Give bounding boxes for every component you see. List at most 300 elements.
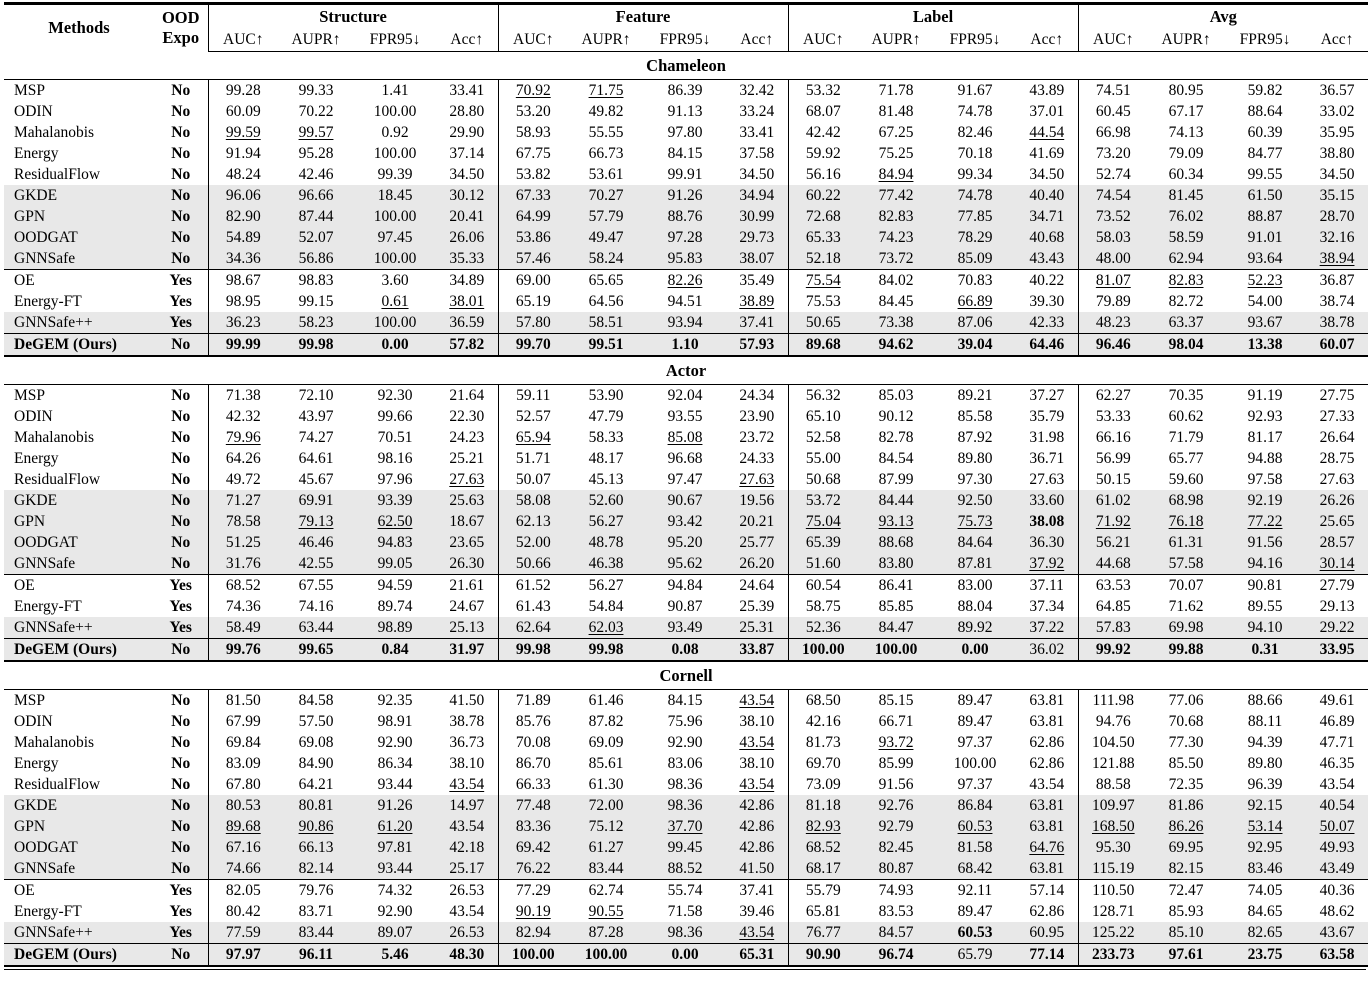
value-cell: 75.53: [788, 291, 858, 312]
table-row: [4, 837, 1368, 858]
value-cell: 69.98: [1148, 617, 1224, 639]
value-cell: 68.52: [208, 575, 278, 597]
value-cell: 42.86: [726, 795, 788, 816]
method-cell: Energy-FT: [14, 598, 82, 615]
value-cell: 24.34: [739, 387, 775, 404]
value-cell: 42.42: [788, 122, 858, 143]
value-cell: 36.23: [208, 312, 278, 334]
value-cell: 85.93: [1168, 903, 1204, 920]
value-cell: 70.27: [568, 185, 644, 206]
value-cell: 99.99: [208, 334, 278, 357]
value-cell: 95.62: [644, 553, 726, 575]
value-cell: 37.41: [739, 882, 775, 899]
value-cell: 81.18: [788, 795, 858, 816]
value-cell: 68.17: [788, 858, 858, 880]
method-cell: MSP: [14, 82, 46, 99]
value-cell: 74.78: [957, 103, 993, 120]
value-cell: 100.00: [953, 755, 997, 772]
value-cell: 86.84: [934, 795, 1016, 816]
value-cell: 88.87: [1224, 206, 1306, 227]
value-cell: 25.13: [436, 617, 498, 639]
method-cell: ODIN: [14, 713, 53, 730]
column-header-ood-expo: [154, 4, 208, 52]
ood-expo-cell: No: [154, 511, 208, 532]
table-row: [4, 291, 1368, 312]
table-row: [4, 511, 1368, 532]
value-cell: 58.75: [788, 596, 858, 617]
value-cell: 88.11: [1247, 713, 1283, 730]
value-cell: 84.45: [878, 293, 914, 310]
value-cell: 56.99: [1078, 448, 1148, 469]
value-cell: 91.19: [1247, 387, 1283, 404]
value-cell: 43.54: [449, 903, 485, 920]
method-cell: Energy: [14, 145, 59, 162]
value-cell: 128.71: [1078, 901, 1148, 922]
value-cell: 60.39: [1247, 124, 1283, 141]
value-cell: 92.90: [377, 734, 413, 751]
method-cell: DeGEM (Ours): [4, 639, 154, 662]
method-cell: GNNSafe++: [4, 617, 154, 639]
value-cell: 74.78: [934, 185, 1016, 206]
value-cell: 91.01: [1224, 227, 1306, 248]
value-cell: 97.61: [1148, 944, 1224, 967]
value-cell: 104.50: [1078, 732, 1148, 753]
value-cell: 77.14: [1016, 944, 1078, 967]
value-cell: 71.62: [1168, 598, 1204, 615]
value-cell: 61.30: [588, 776, 624, 793]
value-cell: 34.50: [739, 166, 775, 183]
method-cell: GKDE: [4, 795, 154, 816]
value-cell: 85.61: [588, 755, 624, 772]
value-cell: 66.89: [957, 293, 993, 310]
value-cell: 82.83: [1168, 272, 1204, 289]
value-cell: 84.47: [858, 617, 934, 639]
method-cell: Mahalanobis: [14, 124, 95, 141]
value-cell: 71.79: [1168, 429, 1204, 446]
value-cell: 46.89: [1319, 713, 1355, 730]
ood-expo-cell: No: [171, 429, 191, 446]
value-cell: 87.44: [278, 206, 354, 227]
metric-header: Acc↑: [1306, 28, 1368, 52]
value-cell: 92.90: [667, 734, 703, 751]
value-cell: 91.56: [878, 776, 914, 793]
value-cell: 100.00: [498, 944, 568, 967]
value-cell: 55.55: [588, 124, 624, 141]
value-cell: 27.79: [1319, 577, 1355, 594]
value-cell: 63.81: [1029, 692, 1065, 709]
value-cell: 100.00: [354, 206, 436, 227]
value-cell: 43.54: [739, 734, 775, 751]
value-cell: 53.61: [588, 166, 624, 183]
value-cell: 67.55: [298, 577, 334, 594]
value-cell: 85.10: [1148, 922, 1224, 944]
table-row: [4, 490, 1368, 511]
value-cell: 73.20: [1078, 143, 1148, 164]
value-cell: 33.24: [739, 103, 775, 120]
value-cell: 94.51: [667, 293, 703, 310]
method-cell: Energy: [14, 450, 59, 467]
value-cell: 36.87: [1319, 272, 1355, 289]
value-cell: 54.00: [1247, 293, 1283, 310]
value-cell: 93.72: [878, 734, 914, 751]
method-cell: OE: [14, 577, 35, 594]
value-cell: 34.89: [449, 272, 485, 289]
table-row: [4, 711, 1368, 732]
table-row: [4, 532, 1368, 553]
value-cell: 56.86: [278, 248, 354, 270]
value-cell: 52.58: [788, 427, 858, 448]
value-cell: 98.67: [208, 270, 278, 292]
ood-expo-cell: No: [171, 166, 191, 183]
value-cell: 94.76: [1078, 711, 1148, 732]
value-cell: 60.95: [1016, 922, 1078, 944]
table-row: [4, 753, 1368, 774]
value-cell: 82.78: [878, 429, 914, 446]
table-row: [4, 617, 1368, 639]
value-cell: 14.97: [436, 795, 498, 816]
value-cell: 85.03: [878, 387, 914, 404]
value-cell: 25.63: [436, 490, 498, 511]
value-cell: 65.10: [788, 406, 858, 427]
ood-expo-cell: No: [154, 944, 208, 967]
value-cell: 34.94: [726, 185, 788, 206]
value-cell: 43.54: [1319, 776, 1355, 793]
value-cell: 54.89: [208, 227, 278, 248]
value-cell: 71.27: [208, 490, 278, 511]
value-cell: 52.23: [1247, 272, 1283, 289]
value-cell: 37.11: [1029, 577, 1064, 594]
column-group-header-label: Label: [788, 4, 1078, 29]
value-cell: 82.72: [1168, 293, 1204, 310]
value-cell: 77.30: [1168, 734, 1204, 751]
value-cell: 63.81: [1029, 713, 1065, 730]
value-cell: 22.30: [449, 408, 485, 425]
value-cell: 51.25: [208, 532, 278, 553]
value-cell: 38.01: [449, 293, 485, 310]
value-cell: 33.41: [739, 124, 775, 141]
value-cell: 87.06: [934, 312, 1016, 334]
ood-expo-cell: No: [171, 734, 191, 751]
value-cell: 100.00: [788, 639, 858, 662]
value-cell: 98.95: [208, 291, 278, 312]
value-cell: 98.36: [644, 922, 726, 944]
ood-expo-cell: No: [154, 553, 208, 575]
method-cell: OODGAT: [4, 227, 154, 248]
value-cell: 23.65: [436, 532, 498, 553]
value-cell: 83.36: [498, 816, 568, 837]
ood-expo-cell: No: [154, 185, 208, 206]
ood-expo-cell: No: [154, 248, 208, 270]
value-cell: 99.55: [1247, 166, 1283, 183]
value-cell: 38.74: [1319, 293, 1355, 310]
value-cell: 55.00: [788, 448, 858, 469]
value-cell: 60.62: [1168, 408, 1204, 425]
ood-expo-cell: No: [171, 103, 191, 120]
value-cell: 99.91: [667, 166, 703, 183]
value-cell: 60.07: [1306, 334, 1368, 357]
method-cell: GKDE: [4, 185, 154, 206]
value-cell: 48.30: [436, 944, 498, 967]
value-cell: 43.54: [436, 816, 498, 837]
value-cell: 49.61: [1319, 692, 1355, 709]
value-cell: 72.10: [298, 387, 334, 404]
value-cell: 94.83: [354, 532, 436, 553]
value-cell: 27.63: [1319, 471, 1355, 488]
value-cell: 34.50: [1029, 166, 1065, 183]
value-cell: 88.64: [1247, 103, 1283, 120]
value-cell: 90.90: [788, 944, 858, 967]
value-cell: 96.46: [1078, 334, 1148, 357]
value-cell: 69.42: [498, 837, 568, 858]
value-cell: 27.33: [1319, 408, 1355, 425]
value-cell: 65.65: [588, 272, 624, 289]
value-cell: 85.15: [878, 692, 914, 709]
value-cell: 96.74: [858, 944, 934, 967]
value-cell: 43.54: [449, 776, 485, 793]
value-cell: 233.73: [1078, 944, 1148, 967]
value-cell: 92.15: [1224, 795, 1306, 816]
value-cell: 95.28: [298, 145, 334, 162]
value-cell: 42.86: [726, 816, 788, 837]
value-cell: 42.32: [208, 406, 278, 427]
ood-expo-cell: No: [171, 471, 191, 488]
value-cell: 72.00: [568, 795, 644, 816]
value-cell: 62.03: [568, 617, 644, 639]
value-cell: 57.79: [568, 206, 644, 227]
value-cell: 82.46: [957, 124, 993, 141]
value-cell: 36.57: [1319, 82, 1355, 99]
value-cell: 69.00: [498, 270, 568, 292]
value-cell: 44.54: [1029, 124, 1065, 141]
dataset-section-title: Cornell: [4, 661, 1368, 690]
value-cell: 25.77: [726, 532, 788, 553]
value-cell: 94.62: [858, 334, 934, 357]
method-cell: OE: [14, 272, 35, 289]
value-cell: 28.70: [1306, 206, 1368, 227]
value-cell: 56.27: [568, 511, 644, 532]
section-title-row: [4, 356, 1368, 385]
value-cell: 89.47: [957, 903, 993, 920]
ood-expo-cell: No: [171, 145, 191, 162]
metric-header: AUC↑: [1078, 28, 1148, 52]
ood-expo-cell: No: [154, 837, 208, 858]
value-cell: 70.18: [957, 145, 993, 162]
value-cell: 57.50: [298, 713, 334, 730]
value-cell: 37.34: [1029, 598, 1065, 615]
value-cell: 0.61: [381, 293, 409, 310]
value-cell: 25.21: [449, 450, 485, 467]
metric-header: FPR95↓: [934, 28, 1016, 52]
value-cell: 93.39: [354, 490, 436, 511]
value-cell: 90.86: [278, 816, 354, 837]
value-cell: 81.50: [208, 690, 278, 712]
value-cell: 71.89: [498, 690, 568, 712]
metric-header: FPR95↓: [1224, 28, 1306, 52]
value-cell: 48.23: [1078, 312, 1148, 334]
value-cell: 98.16: [377, 450, 413, 467]
value-cell: 83.00: [957, 577, 993, 594]
value-cell: 99.39: [377, 166, 413, 183]
value-cell: 97.97: [208, 944, 278, 967]
value-cell: 40.36: [1319, 882, 1355, 899]
value-cell: 98.83: [298, 272, 334, 289]
value-cell: 46.35: [1319, 755, 1355, 772]
value-cell: 61.20: [354, 816, 436, 837]
value-cell: 46.46: [278, 532, 354, 553]
value-cell: 68.42: [934, 858, 1016, 880]
value-cell: 42.33: [1016, 312, 1078, 334]
value-cell: 51.60: [788, 553, 858, 575]
table-row: [4, 270, 1368, 292]
value-cell: 0.84: [354, 639, 436, 662]
ood-expo-cell: No: [154, 532, 208, 553]
value-cell: 73.72: [858, 248, 934, 270]
method-cell: Energy: [14, 755, 59, 772]
value-cell: 89.07: [354, 922, 436, 944]
value-cell: 63.58: [1306, 944, 1368, 967]
value-cell: 86.41: [878, 577, 914, 594]
metric-header: AUPR↑: [278, 28, 354, 52]
metric-header: Acc↑: [1016, 28, 1078, 52]
value-cell: 36.59: [436, 312, 498, 334]
value-cell: 38.89: [739, 293, 775, 310]
value-cell: 38.08: [1016, 511, 1078, 532]
table-bottom-rule: [4, 969, 1366, 970]
value-cell: 62.13: [498, 511, 568, 532]
value-cell: 79.76: [298, 882, 334, 899]
value-cell: 53.32: [788, 80, 858, 102]
value-cell: 76.02: [1148, 206, 1224, 227]
value-cell: 91.67: [957, 82, 993, 99]
value-cell: 89.21: [957, 387, 993, 404]
value-cell: 71.38: [208, 385, 278, 407]
value-cell: 26.30: [436, 553, 498, 575]
value-cell: 30.12: [436, 185, 498, 206]
ood-header-line1: OOD: [161, 8, 200, 28]
value-cell: 63.81: [1016, 858, 1078, 880]
method-cell: ResidualFlow: [14, 166, 101, 183]
value-cell: 26.26: [1306, 490, 1368, 511]
table-row: [4, 80, 1368, 102]
value-cell: 100.00: [354, 248, 436, 270]
value-cell: 85.08: [667, 429, 703, 446]
value-cell: 62.74: [588, 882, 624, 899]
value-cell: 38.10: [739, 755, 775, 772]
value-cell: 43.43: [1016, 248, 1078, 270]
value-cell: 97.37: [957, 776, 993, 793]
value-cell: 99.88: [1148, 639, 1224, 662]
value-cell: 36.71: [1029, 450, 1065, 467]
value-cell: 43.89: [1029, 82, 1065, 99]
method-cell: MSP: [14, 692, 46, 709]
value-cell: 85.99: [878, 755, 914, 772]
value-cell: 75.04: [788, 511, 858, 532]
value-cell: 99.59: [208, 122, 278, 143]
value-cell: 79.89: [1078, 291, 1148, 312]
value-cell: 66.13: [278, 837, 354, 858]
value-cell: 98.36: [667, 776, 703, 793]
value-cell: 81.86: [1148, 795, 1224, 816]
value-cell: 42.46: [298, 166, 334, 183]
value-cell: 72.47: [1168, 882, 1204, 899]
value-cell: 65.31: [726, 944, 788, 967]
value-cell: 49.93: [1306, 837, 1368, 858]
value-cell: 45.67: [298, 471, 334, 488]
value-cell: 65.19: [498, 291, 568, 312]
value-cell: 63.53: [1078, 575, 1148, 597]
table-row: [4, 406, 1368, 427]
value-cell: 48.62: [1319, 903, 1355, 920]
value-cell: 0.00: [644, 944, 726, 967]
value-cell: 56.27: [588, 577, 624, 594]
value-cell: 93.94: [644, 312, 726, 334]
value-cell: 30.99: [726, 206, 788, 227]
value-cell: 92.50: [934, 490, 1016, 511]
value-cell: 82.14: [278, 858, 354, 880]
table-row: [4, 732, 1368, 753]
value-cell: 55.74: [667, 882, 703, 899]
value-cell: 26.20: [726, 553, 788, 575]
value-cell: 39.46: [739, 903, 775, 920]
value-cell: 61.46: [588, 692, 624, 709]
value-cell: 40.54: [1306, 795, 1368, 816]
value-cell: 82.65: [1224, 922, 1306, 944]
method-cell: Energy-FT: [14, 293, 82, 310]
value-cell: 74.32: [377, 882, 413, 899]
value-cell: 63.81: [1016, 816, 1078, 837]
value-cell: 89.92: [934, 617, 1016, 639]
column-group-header-avg: Avg: [1078, 4, 1368, 29]
value-cell: 93.49: [644, 617, 726, 639]
table-row: [4, 227, 1368, 248]
value-cell: 97.28: [644, 227, 726, 248]
value-cell: 84.94: [878, 166, 914, 183]
value-cell: 41.50: [726, 858, 788, 880]
value-cell: 38.78: [449, 713, 485, 730]
value-cell: 68.98: [1148, 490, 1224, 511]
value-cell: 37.01: [1029, 103, 1065, 120]
value-cell: 68.50: [788, 690, 858, 712]
table-row: [4, 774, 1368, 795]
value-cell: 96.68: [667, 450, 703, 467]
value-cell: 48.78: [568, 532, 644, 553]
value-cell: 95.83: [644, 248, 726, 270]
value-cell: 74.16: [298, 598, 334, 615]
value-cell: 32.16: [1306, 227, 1368, 248]
value-cell: 75.54: [788, 270, 858, 292]
value-cell: 63.81: [1016, 795, 1078, 816]
value-cell: 58.51: [568, 312, 644, 334]
value-cell: 96.66: [278, 185, 354, 206]
value-cell: 66.16: [1078, 427, 1148, 448]
value-cell: 99.66: [377, 408, 413, 425]
method-cell: DeGEM (Ours): [4, 334, 154, 357]
value-cell: 87.82: [588, 713, 624, 730]
value-cell: 36.02: [1016, 639, 1078, 662]
value-cell: 73.09: [788, 774, 858, 795]
value-cell: 81.73: [788, 732, 858, 753]
value-cell: 50.66: [498, 553, 568, 575]
value-cell: 40.22: [1029, 272, 1065, 289]
value-cell: 98.04: [1148, 334, 1224, 357]
value-cell: 94.59: [377, 577, 413, 594]
table-row: [4, 575, 1368, 597]
value-cell: 33.95: [1306, 639, 1368, 662]
value-cell: 64.21: [298, 776, 334, 793]
value-cell: 37.41: [726, 312, 788, 334]
value-cell: 84.15: [667, 145, 703, 162]
value-cell: 52.60: [568, 490, 644, 511]
